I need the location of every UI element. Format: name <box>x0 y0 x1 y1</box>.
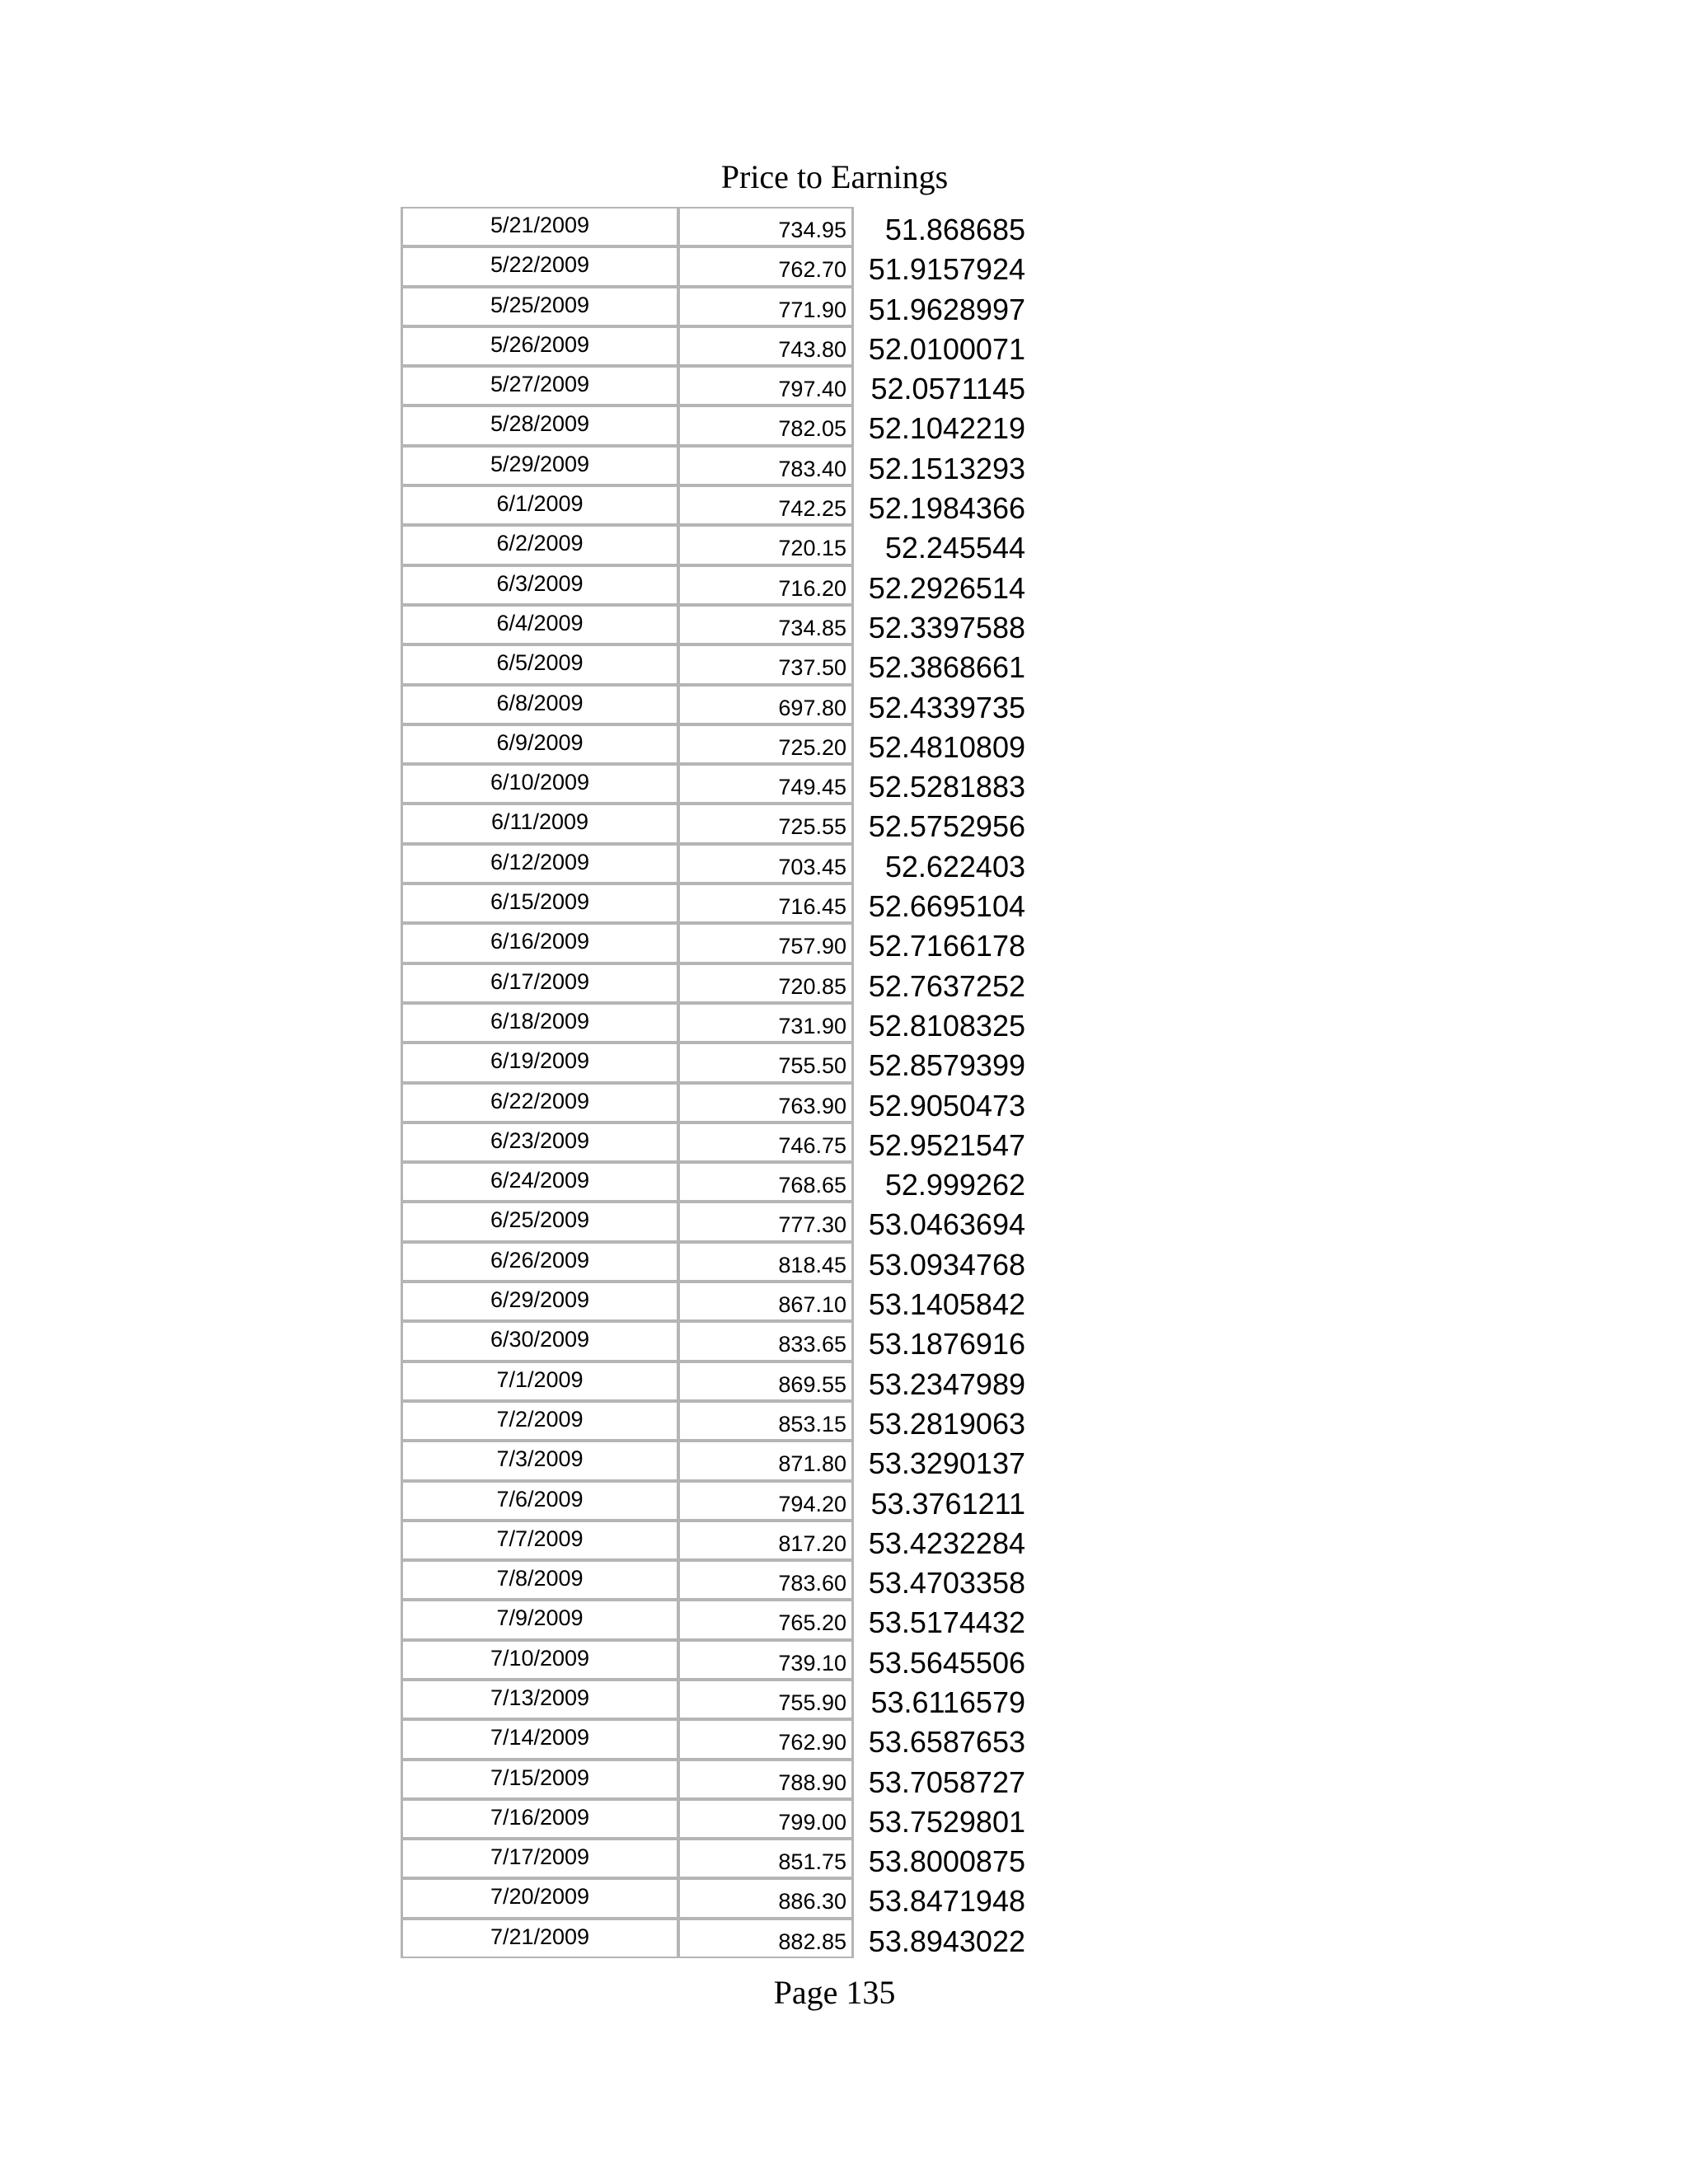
price-cell: 783.40 <box>678 446 854 485</box>
price-cell: 743.80 <box>678 326 854 366</box>
price-cell: 725.20 <box>678 724 854 764</box>
pe-ratio-cell: 52.5752956 <box>868 809 1025 844</box>
date-cell: 6/8/2009 <box>401 685 679 724</box>
price-cell: 783.60 <box>678 1560 854 1600</box>
date-cell: 6/4/2009 <box>401 605 679 644</box>
price-earnings-table <box>401 207 1060 1958</box>
pe-ratio-cell: 52.3868661 <box>868 650 1025 685</box>
price-cell: 720.85 <box>678 963 854 1003</box>
price-cell: 771.90 <box>678 287 854 326</box>
table-row <box>401 804 1060 843</box>
table-row <box>401 1560 1060 1600</box>
pe-ratio-cell: 52.999262 <box>884 1168 1025 1202</box>
date-cell: 6/3/2009 <box>401 565 679 605</box>
price-cell: 777.30 <box>678 1202 854 1241</box>
date-cell: 5/28/2009 <box>401 405 679 445</box>
pe-ratio-cell: 52.0571145 <box>870 372 1025 406</box>
table-row <box>401 1043 1060 1082</box>
price-cell: 817.20 <box>678 1521 854 1560</box>
date-cell: 7/7/2009 <box>401 1521 679 1560</box>
table-row <box>401 883 1060 923</box>
pe-ratio-cell: 52.3397588 <box>868 610 1025 644</box>
date-cell: 7/3/2009 <box>401 1441 679 1480</box>
table-row <box>401 605 1060 644</box>
table-row <box>401 844 1060 883</box>
date-cell: 7/6/2009 <box>401 1481 679 1521</box>
date-cell: 6/30/2009 <box>401 1321 679 1361</box>
date-cell: 7/2/2009 <box>401 1401 679 1441</box>
table-row <box>401 1122 1060 1162</box>
date-cell: 5/26/2009 <box>401 326 679 366</box>
date-cell: 6/16/2009 <box>401 923 679 963</box>
price-cell: 716.20 <box>678 565 854 605</box>
date-cell: 5/22/2009 <box>401 246 679 286</box>
price-cell: 765.20 <box>678 1600 854 1639</box>
price-cell: 739.10 <box>678 1640 854 1680</box>
date-cell: 6/17/2009 <box>401 963 679 1003</box>
price-cell: 794.20 <box>678 1481 854 1521</box>
pe-ratio-cell: 52.5281883 <box>868 770 1025 804</box>
pe-ratio-cell: 53.6587653 <box>868 1725 1025 1760</box>
pe-ratio-cell: 52.2926514 <box>868 570 1025 605</box>
price-cell: 886.30 <box>678 1878 854 1918</box>
price-cell: 871.80 <box>678 1441 854 1480</box>
date-cell: 6/23/2009 <box>401 1122 679 1162</box>
table-row <box>401 287 1060 326</box>
price-cell: 882.85 <box>678 1919 854 1958</box>
pe-ratio-cell: 53.7529801 <box>868 1804 1025 1839</box>
table-row <box>401 1799 1060 1839</box>
table-row <box>401 1839 1060 1878</box>
pe-ratio-cell: 53.8943022 <box>868 1924 1025 1958</box>
pe-ratio-cell: 53.5645506 <box>868 1645 1025 1680</box>
pe-ratio-cell: 53.8471948 <box>868 1884 1025 1919</box>
pe-ratio-cell: 51.9157924 <box>868 252 1025 287</box>
price-cell: 697.80 <box>678 685 854 724</box>
date-cell: 7/13/2009 <box>401 1680 679 1719</box>
table-row <box>401 1083 1060 1122</box>
table-row <box>401 446 1060 485</box>
date-cell: 7/20/2009 <box>401 1878 679 1918</box>
price-cell: 703.45 <box>678 844 854 883</box>
date-cell: 7/21/2009 <box>401 1919 679 1958</box>
date-cell: 7/9/2009 <box>401 1600 679 1639</box>
price-cell: 818.45 <box>678 1242 854 1282</box>
price-cell: 725.55 <box>678 804 854 843</box>
pe-ratio-cell: 52.4339735 <box>868 690 1025 724</box>
date-cell: 5/21/2009 <box>401 207 679 246</box>
table-row <box>401 1521 1060 1560</box>
table-row <box>401 1640 1060 1680</box>
pe-ratio-cell: 52.622403 <box>884 849 1025 883</box>
date-cell: 7/15/2009 <box>401 1760 679 1799</box>
pe-ratio-cell: 52.7637252 <box>868 968 1025 1003</box>
price-cell: 869.55 <box>678 1361 854 1401</box>
date-cell: 7/14/2009 <box>401 1719 679 1759</box>
date-cell: 6/18/2009 <box>401 1003 679 1043</box>
table-row <box>401 963 1060 1003</box>
pe-ratio-cell: 53.1405842 <box>868 1287 1025 1322</box>
table-row <box>401 485 1060 525</box>
pe-ratio-cell: 52.6695104 <box>868 889 1025 924</box>
date-cell: 5/27/2009 <box>401 366 679 405</box>
pe-ratio-cell: 53.3290137 <box>868 1446 1025 1481</box>
pe-ratio-cell: 52.1042219 <box>868 411 1025 446</box>
price-cell: 731.90 <box>678 1003 854 1043</box>
pe-ratio-cell: 53.2819063 <box>868 1406 1025 1441</box>
table-row <box>401 1760 1060 1799</box>
price-cell: 749.45 <box>678 764 854 804</box>
table-row <box>401 1441 1060 1480</box>
date-cell: 6/22/2009 <box>401 1083 679 1122</box>
price-cell: 763.90 <box>678 1083 854 1122</box>
price-cell: 757.90 <box>678 923 854 963</box>
date-cell: 5/25/2009 <box>401 287 679 326</box>
page-title: Price to Earnings <box>720 158 949 195</box>
price-cell: 720.15 <box>678 525 854 565</box>
table-row <box>401 1600 1060 1639</box>
pe-ratio-cell: 53.1876916 <box>868 1327 1025 1361</box>
date-cell: 6/10/2009 <box>401 764 679 804</box>
pe-ratio-cell: 52.245544 <box>884 531 1025 565</box>
table-row <box>401 1680 1060 1719</box>
price-cell: 851.75 <box>678 1839 854 1878</box>
date-cell: 6/1/2009 <box>401 485 679 525</box>
price-cell: 782.05 <box>678 405 854 445</box>
table-row <box>401 1003 1060 1043</box>
table-row <box>401 724 1060 764</box>
price-cell: 742.25 <box>678 485 854 525</box>
date-cell: 7/17/2009 <box>401 1839 679 1878</box>
price-cell: 833.65 <box>678 1321 854 1361</box>
date-cell: 6/24/2009 <box>401 1162 679 1202</box>
price-cell: 716.45 <box>678 883 854 923</box>
table-row <box>401 326 1060 366</box>
table-row <box>401 1282 1060 1321</box>
table-row <box>401 1202 1060 1241</box>
pe-ratio-cell: 52.1513293 <box>868 451 1025 485</box>
price-cell: 788.90 <box>678 1760 854 1799</box>
price-cell: 762.90 <box>678 1719 854 1759</box>
page-number: Page 135 <box>773 1974 896 2011</box>
pe-ratio-cell: 53.7058727 <box>868 1765 1025 1799</box>
table-row <box>401 1242 1060 1282</box>
price-cell: 737.50 <box>678 644 854 684</box>
pe-ratio-cell: 52.4810809 <box>868 729 1025 764</box>
table-row <box>401 1401 1060 1441</box>
pe-ratio-cell: 53.3761211 <box>870 1486 1025 1521</box>
price-cell: 755.50 <box>678 1043 854 1082</box>
pe-ratio-cell: 53.2347989 <box>868 1366 1025 1401</box>
table-row <box>401 685 1060 724</box>
table-row <box>401 644 1060 684</box>
pe-ratio-cell: 52.9521547 <box>868 1127 1025 1162</box>
table-row <box>401 1361 1060 1401</box>
date-cell: 6/26/2009 <box>401 1242 679 1282</box>
date-cell: 6/5/2009 <box>401 644 679 684</box>
date-cell: 6/15/2009 <box>401 883 679 923</box>
pe-ratio-cell: 53.8000875 <box>868 1844 1025 1879</box>
price-cell: 853.15 <box>678 1401 854 1441</box>
date-cell: 7/16/2009 <box>401 1799 679 1839</box>
pe-ratio-cell: 53.4232284 <box>868 1526 1025 1560</box>
table-row <box>401 366 1060 405</box>
price-cell: 755.90 <box>678 1680 854 1719</box>
pe-ratio-cell: 51.868685 <box>884 213 1025 246</box>
table-row <box>401 565 1060 605</box>
pe-ratio-cell: 53.6116579 <box>870 1685 1025 1719</box>
pe-ratio-cell: 52.9050473 <box>868 1088 1025 1122</box>
table-row <box>401 525 1060 565</box>
pe-ratio-cell: 51.9628997 <box>868 292 1025 326</box>
table-row <box>401 1321 1060 1361</box>
date-cell: 6/29/2009 <box>401 1282 679 1321</box>
pe-ratio-cell: 52.8579399 <box>868 1048 1025 1083</box>
date-cell: 7/1/2009 <box>401 1361 679 1401</box>
price-cell: 797.40 <box>678 366 854 405</box>
table-row <box>401 923 1060 963</box>
table-row <box>401 207 1060 246</box>
price-cell: 734.95 <box>678 207 854 246</box>
date-cell: 6/2/2009 <box>401 525 679 565</box>
pe-ratio-cell: 53.0934768 <box>868 1247 1025 1282</box>
date-cell: 7/10/2009 <box>401 1640 679 1680</box>
pe-ratio-cell: 53.0463694 <box>868 1207 1025 1242</box>
date-cell: 6/9/2009 <box>401 724 679 764</box>
table-row <box>401 1481 1060 1521</box>
date-cell: 6/12/2009 <box>401 844 679 883</box>
table-row <box>401 1919 1060 1958</box>
date-cell: 7/8/2009 <box>401 1560 679 1600</box>
date-cell: 6/19/2009 <box>401 1043 679 1082</box>
pe-ratio-cell: 52.8108325 <box>868 1008 1025 1043</box>
price-cell: 799.00 <box>678 1799 854 1839</box>
table-row <box>401 764 1060 804</box>
pe-ratio-cell: 52.7166178 <box>868 929 1025 963</box>
table-row <box>401 405 1060 445</box>
table-row <box>401 1162 1060 1202</box>
pe-ratio-cell: 52.0100071 <box>868 331 1025 366</box>
date-cell: 6/25/2009 <box>401 1202 679 1241</box>
pe-ratio-cell: 53.4703358 <box>868 1566 1025 1601</box>
pe-ratio-cell: 52.1984366 <box>868 491 1025 526</box>
price-cell: 768.65 <box>678 1162 854 1202</box>
price-cell: 867.10 <box>678 1282 854 1321</box>
table-row <box>401 246 1060 286</box>
date-cell: 5/29/2009 <box>401 446 679 485</box>
table-row <box>401 1719 1060 1759</box>
date-cell: 6/11/2009 <box>401 804 679 843</box>
table-row <box>401 1878 1060 1918</box>
price-cell: 762.70 <box>678 246 854 286</box>
price-cell: 734.85 <box>678 605 854 644</box>
price-cell: 746.75 <box>678 1122 854 1162</box>
pe-ratio-cell: 53.5174432 <box>868 1605 1025 1640</box>
